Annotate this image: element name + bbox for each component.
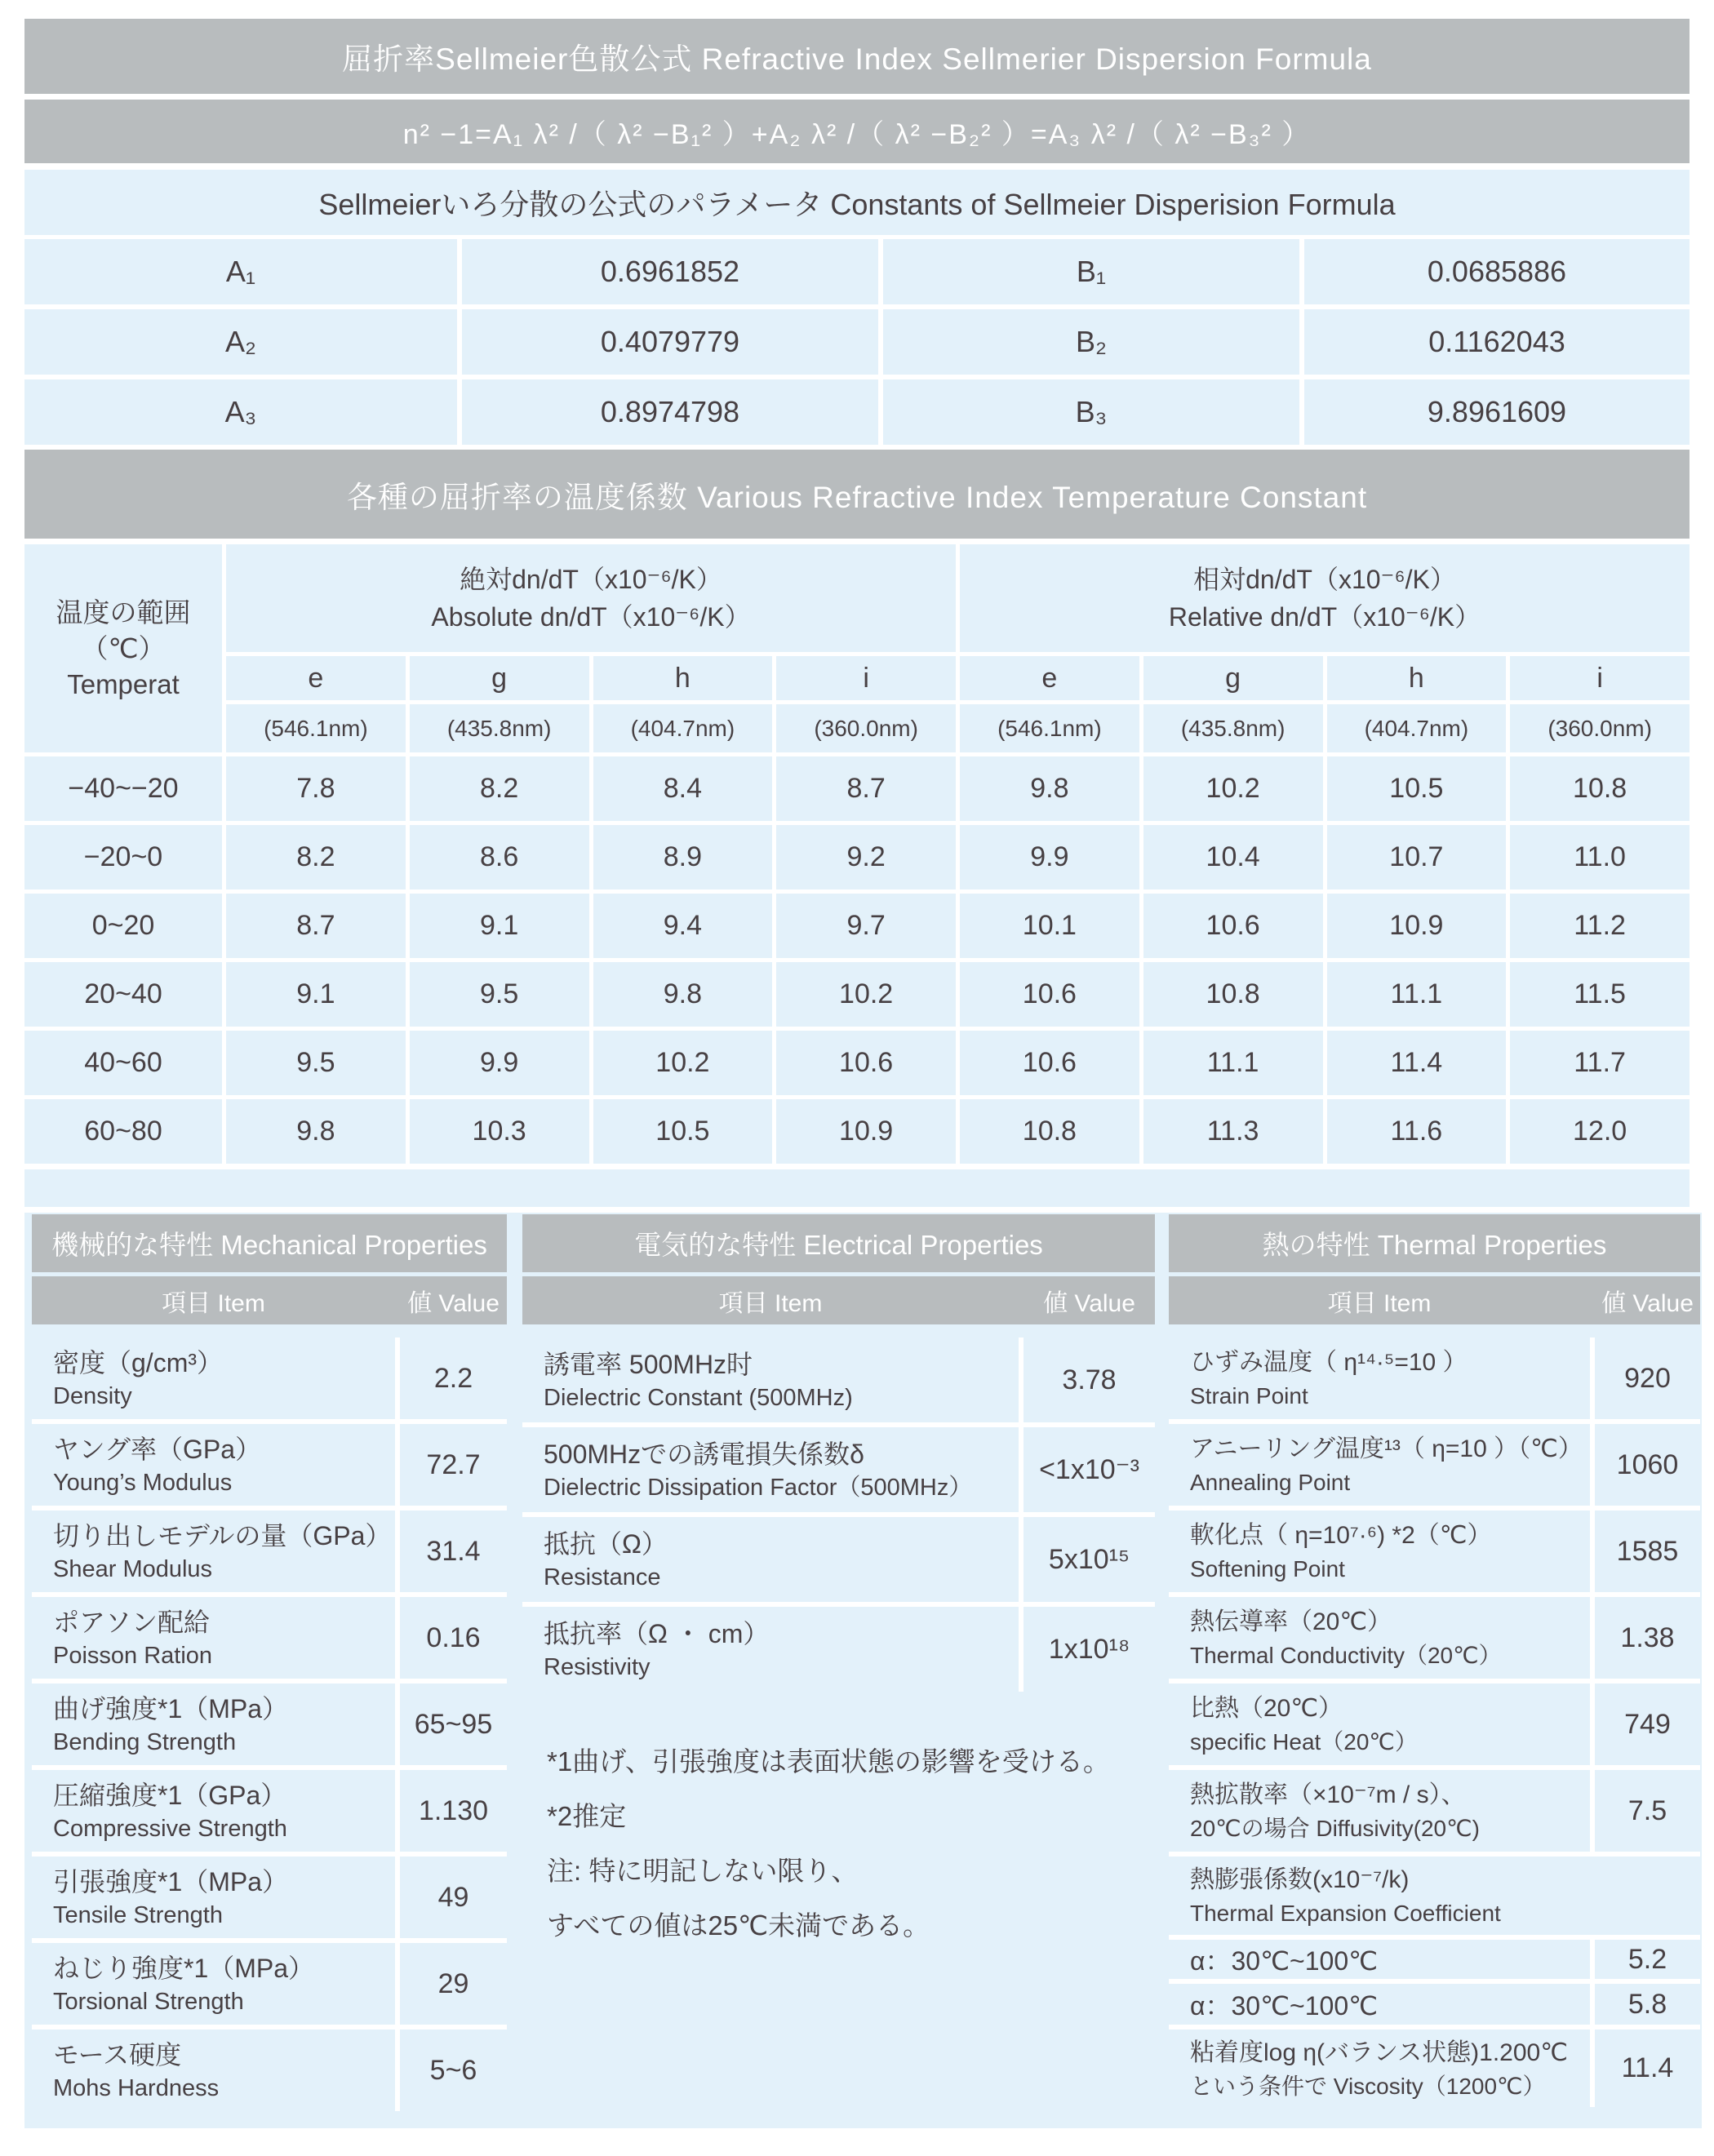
- footnote: 注: 特に明記しない限り、: [547, 1856, 859, 1886]
- alpha-row: [1169, 1984, 1700, 2025]
- property-label-jp: アニーリング温度¹³（ η=10 ）（℃）: [1190, 1435, 1583, 1462]
- property-label-en: Thermal Expansion Coefficient: [1190, 1901, 1501, 1926]
- property-value: 749: [1595, 1684, 1700, 1765]
- property-label-jp: 切り出しモデルの量（GPa）: [53, 1521, 392, 1550]
- property-row: [1169, 1424, 1700, 1506]
- viscosity-row: [1169, 2030, 1700, 2107]
- footnote: すべての値は25℃未満である。: [547, 1910, 930, 1941]
- dndt-value: 11.6: [1327, 1099, 1507, 1164]
- constant-value: 0.6961852: [462, 239, 878, 304]
- property-label: [32, 1338, 395, 1419]
- property-label: [1169, 2030, 1590, 2107]
- footnotes: [522, 1734, 1155, 1953]
- constant-name: A₂: [24, 309, 457, 375]
- property-label-jp: ねじり強度*1（MPa）: [53, 1954, 315, 1983]
- item-column-label: 項目 Item: [162, 1289, 265, 1317]
- mechanical-rows: [32, 1338, 507, 2111]
- value-column-label: 値 Value: [1601, 1289, 1694, 1317]
- property-label: [1169, 1597, 1590, 1679]
- wavelength-header: (404.7nm): [1327, 704, 1507, 752]
- constant-value: 0.4079779: [462, 309, 878, 375]
- dndt-value: 10.9: [1327, 894, 1507, 958]
- relative-dndt-en: Relative dn/dT（x10⁻⁶/K）: [1168, 602, 1481, 632]
- thermal-subheader: [1169, 1276, 1700, 1324]
- dndt-value: 9.7: [776, 894, 956, 958]
- constant-value: 0.8974798: [462, 379, 878, 445]
- absolute-dndt-header: [226, 544, 956, 652]
- property-label: [1169, 1424, 1590, 1506]
- dndt-value: 10.8: [960, 1099, 1139, 1164]
- property-label-jp: 500MHzでの誘電損失係数δ: [544, 1440, 864, 1469]
- dndt-value: 11.0: [1510, 825, 1690, 889]
- dndt-value: 10.5: [593, 1099, 773, 1164]
- property-label-jp: ヤング率（GPa）: [53, 1435, 262, 1464]
- property-label: [522, 1338, 1019, 1422]
- properties-panel: [24, 1213, 1702, 2128]
- thermal-properties-column: [1169, 1214, 1700, 2112]
- sellmeier-formula: n² −1=A₁ λ² /（ λ² −B₁² ）+A₂ λ² /（ λ² −B₂² ）=A₃ λ² /（ λ² −B₃² ）: [24, 100, 1690, 163]
- temperature-range: −40~−20: [24, 756, 222, 821]
- property-value: 5.2: [1595, 1940, 1700, 1979]
- wavelength-header: (435.8nm): [1143, 704, 1323, 752]
- dndt-value: 10.8: [1143, 962, 1323, 1027]
- corner-line1: 温度の範囲: [56, 597, 191, 628]
- property-row: [32, 1684, 507, 1765]
- constant-name: B₁: [883, 239, 1299, 304]
- property-label: [1169, 1511, 1590, 1592]
- property-row: [32, 1770, 507, 1852]
- dndt-value: 10.7: [1327, 825, 1507, 889]
- property-label-jp: 軟化点（ η=10⁷·⁶) *2（℃）: [1190, 1522, 1492, 1549]
- constant-value: 0.1162043: [1304, 309, 1690, 375]
- temperature-range: −20~0: [24, 825, 222, 889]
- dndt-value: 11.2: [1510, 894, 1690, 958]
- dndt-value: 10.2: [1143, 756, 1323, 821]
- property-label: [522, 1517, 1019, 1602]
- property-row: [32, 1857, 507, 1938]
- property-label-jp: 密度（g/cm³）: [53, 1348, 224, 1377]
- property-label-en: Dielectric Dissipation Factor（500MHz）: [544, 1475, 973, 1501]
- property-row: [522, 1427, 1155, 1512]
- temperature-range: 60~80: [24, 1099, 222, 1164]
- dndt-value: 8.2: [410, 756, 589, 821]
- property-label: [32, 1857, 395, 1938]
- property-value: 5~6: [400, 2030, 507, 2111]
- dndt-value: 9.2: [776, 825, 956, 889]
- property-label-jp: 熱拡散率（×10⁻⁷m / s）、: [1190, 1781, 1466, 1808]
- dndt-value: 8.2: [226, 825, 406, 889]
- value-column-label: 値 Value: [407, 1289, 500, 1317]
- footnote: *2推定: [547, 1801, 627, 1831]
- dndt-value: 10.8: [1510, 756, 1690, 821]
- mechanical-subheader: [32, 1276, 507, 1324]
- constant-value: 0.0685886: [1304, 239, 1690, 304]
- dndt-value: 8.6: [410, 825, 589, 889]
- property-label-en: Dielectric Constant (500MHz): [544, 1385, 853, 1411]
- property-label: [32, 1770, 395, 1852]
- relative-dndt-jp: 相対dn/dT（x10⁻⁶/K）: [1193, 565, 1456, 594]
- dndt-value: 9.8: [960, 756, 1139, 821]
- property-label-jp: モース硬度: [53, 2040, 182, 2069]
- dndt-value: 11.5: [1510, 962, 1690, 1027]
- property-label-en: Mohs Hardness: [53, 2075, 220, 2101]
- dndt-value: 8.7: [226, 894, 406, 958]
- property-label-en: Bending Strength: [53, 1729, 237, 1755]
- dndt-value: 9.4: [593, 894, 773, 958]
- property-label-en: Thermal Conductivity（20℃）: [1190, 1643, 1502, 1668]
- property-value: 7.5: [1595, 1770, 1700, 1852]
- dndt-value: 11.3: [1143, 1099, 1323, 1164]
- thermal-rows: [1169, 1338, 1700, 2107]
- dndt-value: 9.9: [960, 825, 1139, 889]
- property-value: 0.16: [400, 1597, 507, 1679]
- dndt-value: 10.3: [410, 1099, 589, 1164]
- property-row: [1169, 1597, 1700, 1679]
- corner-line2: （℃）: [81, 632, 166, 663]
- constant-value: 9.8961609: [1304, 379, 1690, 445]
- electrical-properties-column: [522, 1214, 1155, 1953]
- dndt-value: 11.1: [1327, 962, 1507, 1027]
- property-value: 1585: [1595, 1511, 1700, 1592]
- sellmeier-constants-subtitle: Sellmeierいろ分散の公式のパラメータ Constants of Sellmeier Disperision Formula: [24, 170, 1690, 235]
- property-row: [1169, 1338, 1700, 1419]
- mechanical-properties-column: [32, 1214, 507, 2116]
- value-column-label: 値 Value: [1043, 1289, 1135, 1317]
- property-label-jp: 熱伝導率（20℃）: [1190, 1608, 1392, 1635]
- property-value: 5.8: [1595, 1984, 1700, 2025]
- constant-name: A₃: [24, 379, 457, 445]
- property-label-jp: 粘着度log η(バランス状態)1.200℃: [1190, 2038, 1568, 2066]
- dndt-value: 9.5: [410, 962, 589, 1027]
- dndt-value: 8.4: [593, 756, 773, 821]
- property-row: [522, 1517, 1155, 1602]
- property-label: [32, 1597, 395, 1679]
- property-value: 920: [1595, 1338, 1700, 1419]
- temperature-section-title: 各種の屈折率の温度係数 Various Refractive Index Temperature Constant: [24, 450, 1690, 539]
- property-label-en: Torsional Strength: [53, 1989, 244, 2015]
- dndt-value: 9.1: [226, 962, 406, 1027]
- property-label: [32, 1943, 395, 2025]
- property-row: [32, 1424, 507, 1506]
- property-label: [32, 1424, 395, 1506]
- property-label-en: Strain Point: [1190, 1383, 1308, 1408]
- property-label-en: という条件で Viscosity（1200℃）: [1190, 2073, 1546, 2099]
- spectral-line-header: e: [226, 656, 406, 700]
- dndt-value: 11.1: [1143, 1031, 1323, 1095]
- property-label-en: Resistance: [544, 1564, 661, 1590]
- alpha-range-label: α：30℃~100℃: [1169, 1940, 1590, 1979]
- property-label-en: specific Heat（20℃）: [1190, 1729, 1418, 1755]
- electrical-rows: [522, 1338, 1155, 1692]
- property-value: 5x10¹⁵: [1024, 1517, 1155, 1602]
- property-label: [522, 1607, 1019, 1692]
- property-label-jp: 熱膨張係数(x10⁻⁷/k): [1190, 1866, 1410, 1893]
- dndt-value: 10.9: [776, 1099, 956, 1164]
- wavelength-header: (546.1nm): [226, 704, 406, 752]
- property-label: [32, 2030, 395, 2111]
- dndt-value: 11.7: [1510, 1031, 1690, 1095]
- property-label-jp: ひずみ温度（ η¹⁴·⁵=10 ）: [1190, 1349, 1468, 1376]
- property-row: [1169, 1511, 1700, 1592]
- property-value: 29: [400, 1943, 507, 2025]
- property-label-en: 20℃の場合 Diffusivity(20℃): [1190, 1816, 1480, 1841]
- mechanical-header: 機械的な特性 Mechanical Properties: [32, 1214, 507, 1272]
- property-value: 2.2: [400, 1338, 507, 1419]
- dndt-value: 9.1: [410, 894, 589, 958]
- property-row: [1169, 1770, 1700, 1852]
- property-row: [1169, 1684, 1700, 1765]
- temperature-range: 0~20: [24, 894, 222, 958]
- dndt-value: 9.8: [226, 1099, 406, 1164]
- spectral-line-header: i: [776, 656, 956, 700]
- property-label-en: Compressive Strength: [53, 1816, 287, 1842]
- property-label-jp: 抵抗率（Ω ・ cm）: [544, 1619, 770, 1648]
- alpha-row: [1169, 1940, 1700, 1979]
- property-label-en: Poisson Ration: [53, 1643, 213, 1669]
- property-label-jp: 抵抗（Ω）: [544, 1529, 668, 1559]
- property-value: <1x10⁻³: [1024, 1427, 1155, 1512]
- property-row: [522, 1338, 1155, 1422]
- constant-name: A₁: [24, 239, 457, 304]
- relative-dndt-header: [960, 544, 1690, 652]
- dndt-value: 10.6: [1143, 894, 1323, 958]
- absolute-dndt-jp: 絶対dn/dT（x10⁻⁶/K）: [460, 565, 722, 594]
- constant-name: B₃: [883, 379, 1299, 445]
- property-value: 1x10¹⁸: [1024, 1607, 1155, 1692]
- dndt-value: 10.2: [776, 962, 956, 1027]
- wavelength-header: (360.0nm): [776, 704, 956, 752]
- absolute-dndt-en: Absolute dn/dT（x10⁻⁶/K）: [431, 602, 751, 632]
- property-row: [32, 1511, 507, 1592]
- table-bottom-spacer: [24, 1169, 1690, 1207]
- property-value: 72.7: [400, 1424, 507, 1506]
- property-label-en: Resistivity: [544, 1654, 651, 1680]
- property-label-jp: 比熱（20℃）: [1190, 1695, 1343, 1722]
- spectral-line-header: h: [1327, 656, 1507, 700]
- dndt-value: 10.2: [593, 1031, 773, 1095]
- property-value: 1.130: [400, 1770, 507, 1852]
- property-label-en: Annealing Point: [1190, 1470, 1351, 1495]
- footnote: *1曲げ、引張強度は表面状態の影響を受ける。: [547, 1746, 1110, 1777]
- property-value: 65~95: [400, 1684, 507, 1765]
- spectral-line-header: g: [1143, 656, 1323, 700]
- property-label-jp: ポアソン配給: [53, 1608, 211, 1637]
- property-label-en: Density: [53, 1383, 132, 1409]
- property-label: [1169, 1684, 1590, 1765]
- property-label: [1169, 1857, 1700, 1935]
- temperature-coefficient-table: [24, 544, 1690, 1164]
- wavelength-header: (546.1nm): [960, 704, 1139, 752]
- thermal-expansion-row: [1169, 1857, 1700, 1935]
- dndt-value: 11.4: [1327, 1031, 1507, 1095]
- dndt-value: 12.0: [1510, 1099, 1690, 1164]
- property-row: [32, 1338, 507, 1419]
- electrical-subheader: [522, 1276, 1155, 1324]
- wavelength-header: (435.8nm): [410, 704, 589, 752]
- property-label-en: Softening Point: [1190, 1556, 1345, 1582]
- dndt-value: 9.8: [593, 962, 773, 1027]
- property-row: [32, 1943, 507, 2025]
- dndt-value: 10.4: [1143, 825, 1323, 889]
- dndt-value: 8.9: [593, 825, 773, 889]
- sellmeier-constants-table: [24, 239, 1690, 445]
- dndt-value: 7.8: [226, 756, 406, 821]
- item-column-label: 項目 Item: [1327, 1289, 1432, 1317]
- thermal-header: 熱の特性 Thermal Properties: [1169, 1214, 1700, 1272]
- property-row: [32, 1597, 507, 1679]
- datasheet-page: [0, 19, 1714, 2156]
- property-row: [522, 1607, 1155, 1692]
- corner-line3: Temperat: [67, 668, 180, 699]
- dndt-value: 10.5: [1327, 756, 1507, 821]
- property-label-jp: 圧縮強度*1（GPa）: [53, 1781, 287, 1810]
- temperature-range-header: [24, 544, 222, 752]
- alpha-range-label: α：30℃~100℃: [1169, 1984, 1590, 2025]
- property-label: [1169, 1338, 1590, 1419]
- dndt-value: 9.5: [226, 1031, 406, 1095]
- property-value: 1060: [1595, 1424, 1700, 1506]
- property-row: [32, 2030, 507, 2111]
- property-value: 3.78: [1024, 1338, 1155, 1422]
- electrical-header: 電気的な特性 Electrical Properties: [522, 1214, 1155, 1272]
- property-label-jp: 曲げ強度*1（MPa）: [53, 1694, 289, 1723]
- dndt-value: 10.1: [960, 894, 1139, 958]
- dndt-value: 8.7: [776, 756, 956, 821]
- property-label-jp: 誘電率 500MHz时: [544, 1350, 753, 1379]
- property-value: 49: [400, 1857, 507, 1938]
- property-label: [32, 1684, 395, 1765]
- property-label: [1169, 1770, 1590, 1852]
- property-label: [32, 1511, 395, 1592]
- dndt-value: 10.6: [960, 962, 1139, 1027]
- constant-name: B₂: [883, 309, 1299, 375]
- spectral-line-header: h: [593, 656, 773, 700]
- property-value: 31.4: [400, 1511, 507, 1592]
- spectral-line-header: i: [1510, 656, 1690, 700]
- property-label-en: Tensile Strength: [53, 1902, 223, 1928]
- spectral-line-header: g: [410, 656, 589, 700]
- dndt-value: 10.6: [776, 1031, 956, 1095]
- spectral-line-header: e: [960, 656, 1139, 700]
- dndt-value: 9.9: [410, 1031, 589, 1095]
- property-label-en: Shear Modulus: [53, 1556, 213, 1582]
- wavelength-header: (360.0nm): [1510, 704, 1690, 752]
- wavelength-header: (404.7nm): [593, 704, 773, 752]
- sellmeier-title-bar: 屈折率Sellmeier色散公式 Refractive Index Sellmerier Dispersion Formula: [24, 19, 1690, 94]
- property-value: 1.38: [1595, 1597, 1700, 1679]
- dndt-value: 10.6: [960, 1031, 1139, 1095]
- temperature-range: 20~40: [24, 962, 222, 1027]
- item-column-label: 項目 Item: [718, 1289, 823, 1317]
- property-label-en: Young’s Modulus: [53, 1470, 233, 1496]
- property-value: 11.4: [1595, 2030, 1700, 2107]
- temperature-range: 40~60: [24, 1031, 222, 1095]
- property-label: [522, 1427, 1019, 1512]
- property-label-jp: 引張強度*1（MPa）: [53, 1867, 289, 1896]
